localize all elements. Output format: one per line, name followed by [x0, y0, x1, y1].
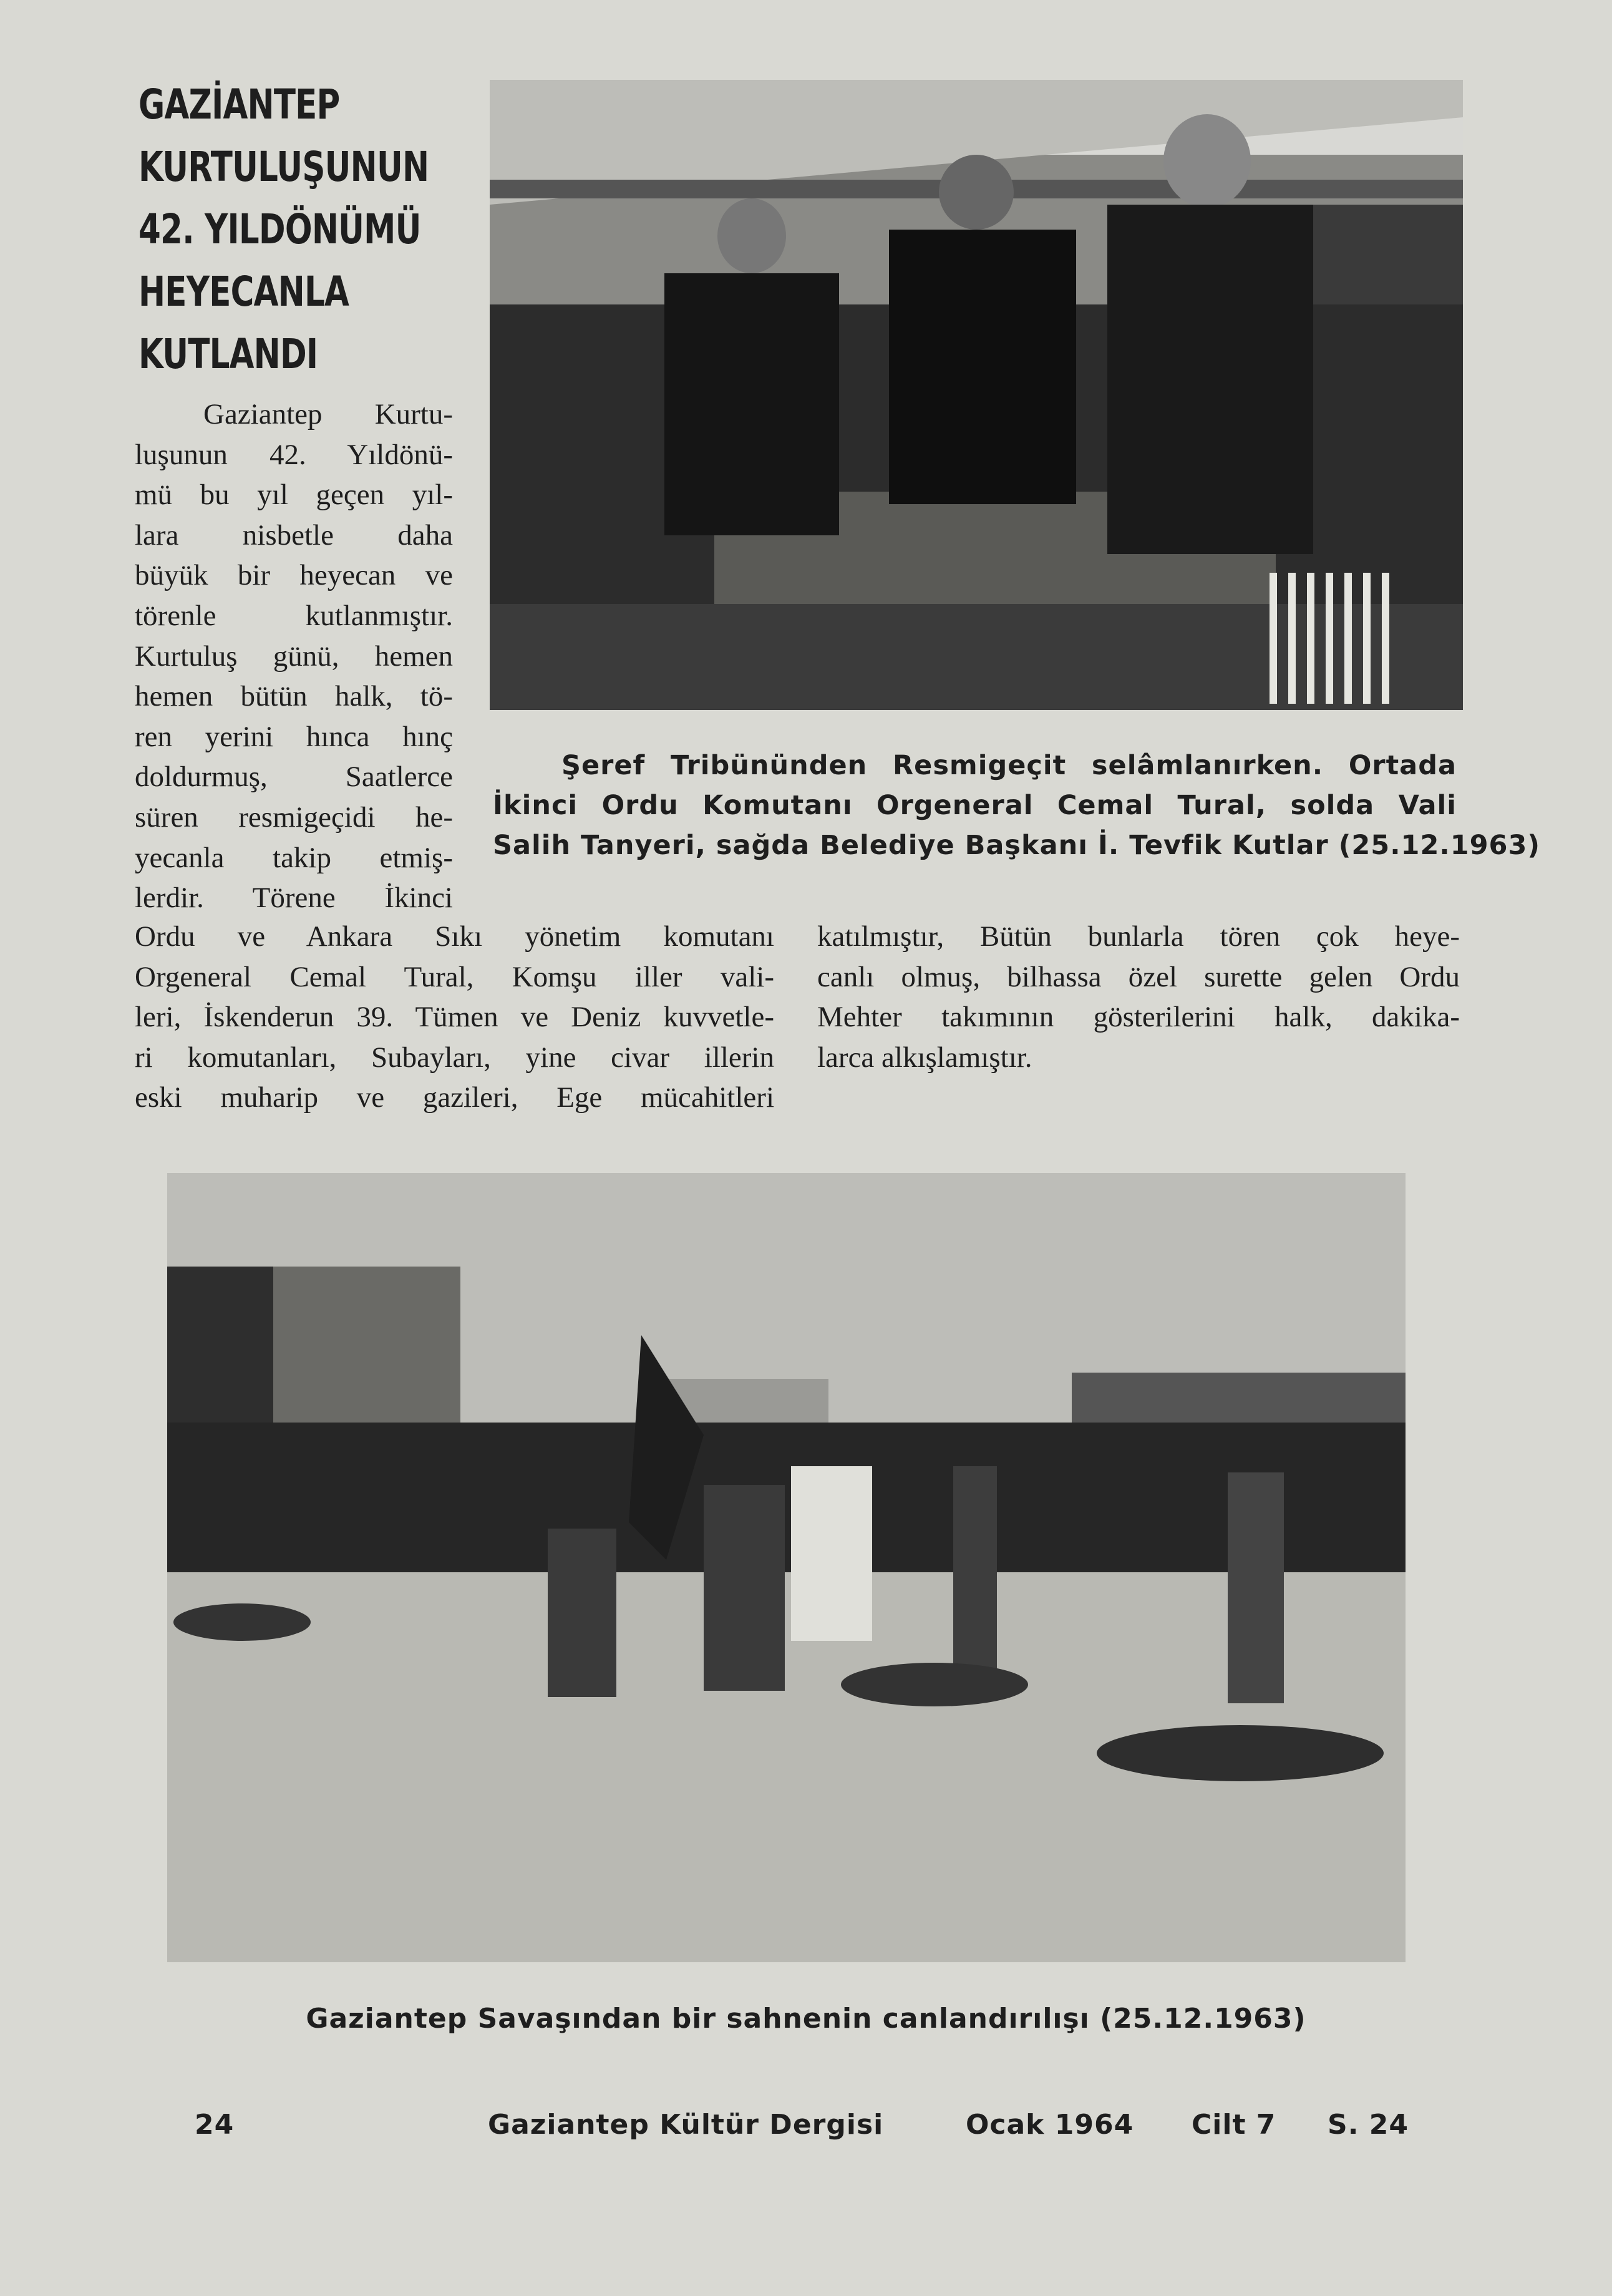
body-line: Kurtuluş günü, hemen	[135, 640, 453, 673]
body-line: lerdir. Törene İkinci	[135, 882, 453, 915]
battle-reenactment-illustration	[167, 1173, 1406, 1962]
battle-photo-caption: Gaziantep Savaşından bir sahnenin canlandırılışı (25.12.1963)	[306, 2003, 1306, 2035]
body-line: Orgeneral Cemal Tural, Komşu iller vali-	[135, 960, 774, 993]
body-line: Ordu ve Ankara Sıkı yönetim komutanı	[135, 920, 774, 953]
headline-line: GAZİANTEP	[138, 80, 340, 129]
body-line: hemen bütün halk, tö-	[135, 680, 453, 713]
journal-title: Gaziantep Kültür Dergisi	[488, 2109, 884, 2141]
body-line: yecanla takip etmiş-	[135, 841, 453, 874]
issue-number: S. 24	[1328, 2109, 1409, 2141]
battle-reenactment-photo	[167, 1173, 1406, 1962]
body-line: Mehter takımının gösterilerini halk, dakika-	[817, 1001, 1460, 1034]
page-number: 24	[195, 2109, 235, 2141]
body-line: Gaziantep Kurtu-	[203, 398, 453, 430]
article-body-narrow-column	[135, 394, 453, 918]
headline-line: HEYECANLA	[138, 268, 349, 316]
body-line: luşunun 42. Yıldönü-	[135, 438, 453, 471]
body-line: katılmıştır, Bütün bunlarla tören çok heye-	[817, 920, 1460, 953]
tribune-photo-caption	[493, 746, 1541, 865]
volume-number: Cilt 7	[1192, 2109, 1276, 2141]
article-body-left-column	[135, 917, 774, 1118]
body-line: larca alkışlamıştır.	[817, 1041, 1032, 1074]
headline-line: KURTULUŞUNUN	[138, 143, 429, 191]
article-headline	[138, 74, 429, 386]
tribune-photo	[490, 80, 1463, 710]
body-line: ri komutanları, Subayları, yine civar illerin	[135, 1041, 774, 1074]
article-body-right-column	[817, 917, 1460, 1077]
headline-line: 42. YILDÖNÜMÜ	[138, 205, 421, 253]
caption-line: Salih Tanyeri, sağda Belediye Başkanı İ. Tevfik Kutlar (25.12.1963)	[493, 830, 1541, 861]
body-line: süren resmigeçidi he-	[135, 800, 453, 834]
body-line: canlı olmuş, bilhassa özel surette gelen Ordu	[817, 960, 1460, 993]
headline-line: KUTLANDI	[138, 330, 318, 378]
body-line: törenle kutlanmıştır.	[135, 599, 453, 632]
issue-date: Ocak 1964	[966, 2109, 1134, 2141]
body-line: lara nisbetle daha	[135, 518, 453, 552]
caption-line: İkinci Ordu Komutanı Orgeneral Cemal Tural, solda Vali	[493, 790, 1457, 821]
caption-line: Şeref Tribününden Resmigeçit selâmlanırken. Ortada	[561, 750, 1457, 781]
body-line: mü bu yıl geçen yıl-	[135, 479, 453, 512]
body-line: doldurmuş, Saatlerce	[135, 761, 453, 794]
body-line: ren yerini hınca hınç	[135, 720, 453, 753]
body-line: büyük bir heyecan ve	[135, 559, 453, 592]
body-line: leri, İskenderun 39. Tümen ve Deniz kuvvetle-	[135, 1001, 774, 1034]
body-line: eski muharip ve gazileri, Ege mücahitleri	[135, 1081, 774, 1114]
tribune-photo-illustration	[490, 80, 1463, 710]
